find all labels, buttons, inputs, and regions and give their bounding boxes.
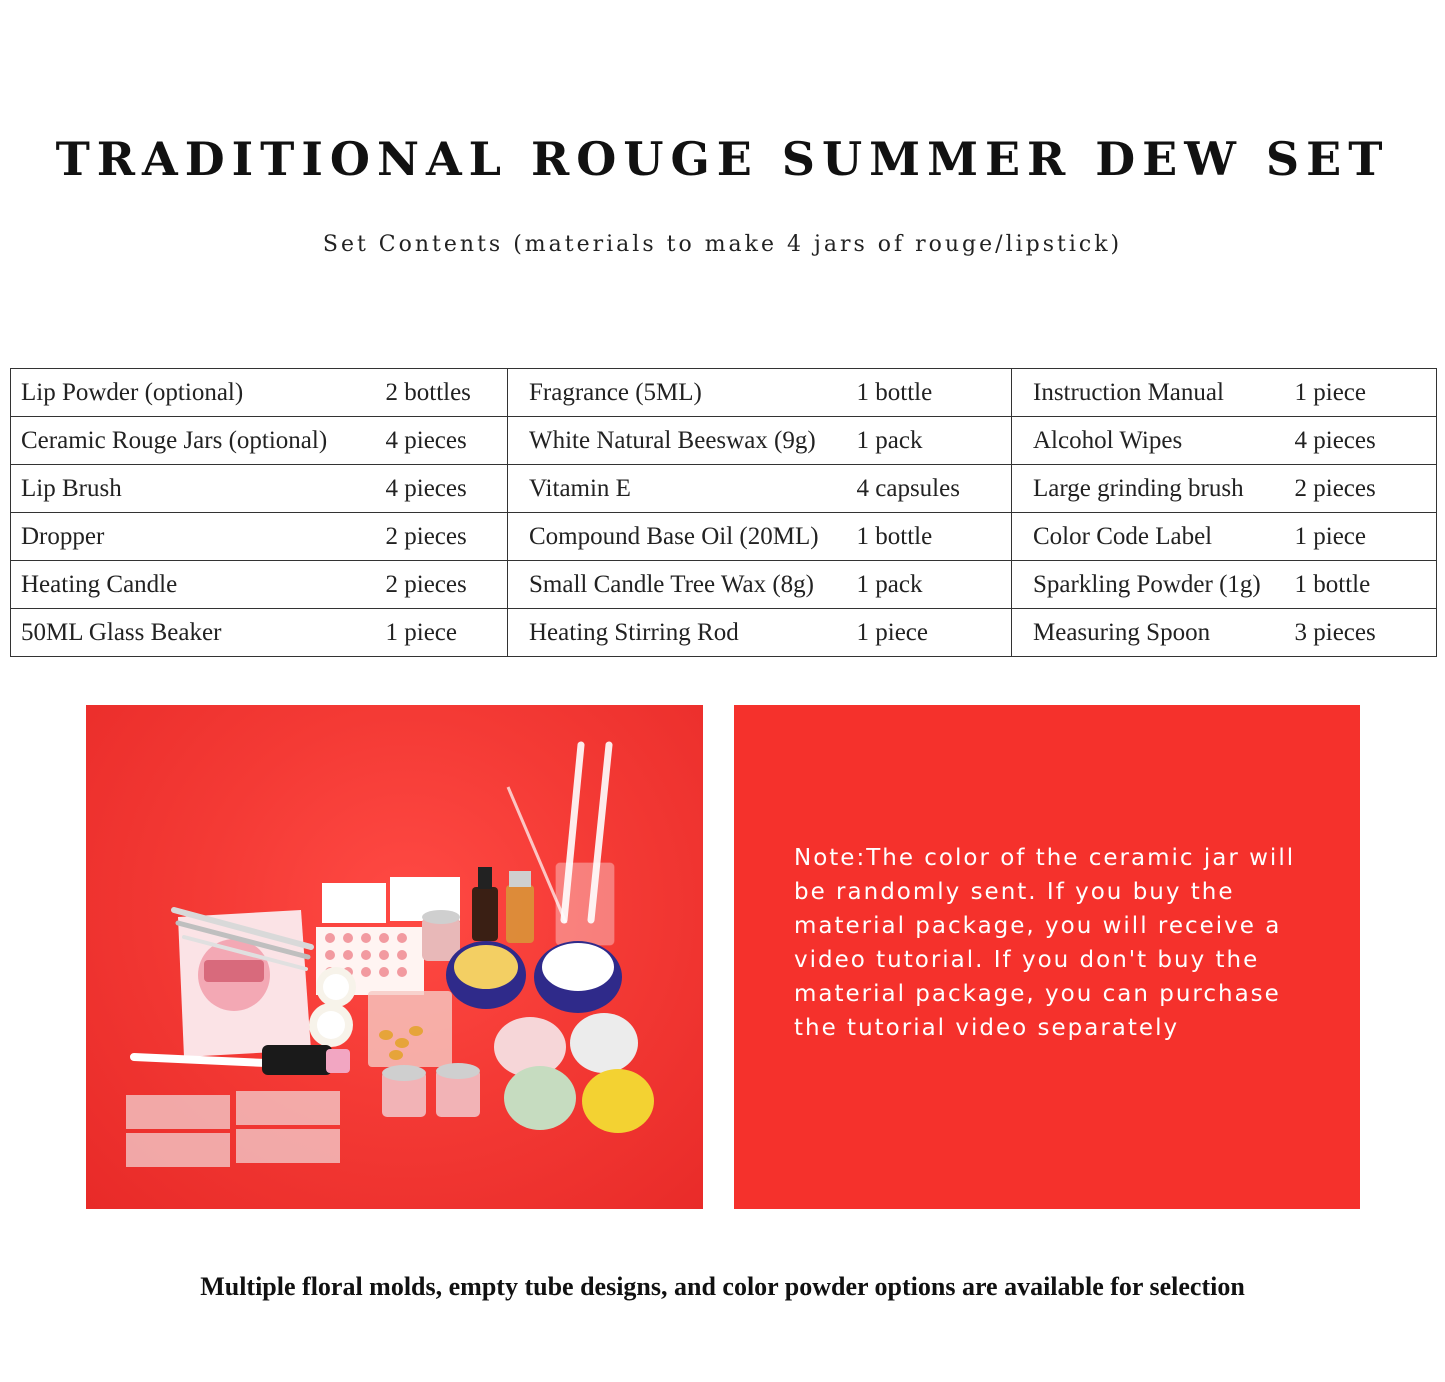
item-quantity: 1 bottle (857, 513, 1012, 561)
table-row (11, 465, 1437, 513)
product-kit-illustration (86, 705, 703, 1209)
item-name: Color Code Label (1012, 513, 1295, 561)
table-row (11, 609, 1437, 657)
vitamin-e-illustration (368, 991, 452, 1067)
set-contents-table (10, 368, 1437, 657)
sparkling-powder-tins-illustration (382, 1063, 480, 1117)
product-photo (86, 705, 703, 1209)
item-quantity: 2 pieces (1295, 465, 1437, 513)
item-name: Large grinding brush (1012, 465, 1295, 513)
item-quantity: 1 piece (857, 609, 1012, 657)
page-title: TRADITIONAL ROUGE SUMMER DEW SET (55, 132, 1390, 186)
item-name: Instruction Manual (1012, 369, 1295, 417)
ceramic-rouge-jars-illustration (494, 1013, 654, 1133)
item-quantity: 1 bottle (1295, 561, 1437, 609)
lip-brushes-illustration (126, 1091, 340, 1167)
footer-text: Multiple floral molds, empty tube designs, and color powder options are available for selection (200, 1272, 1245, 1301)
item-name: Ceramic Rouge Jars (optional) (11, 417, 386, 465)
note-text: Note:The color of the ceramic jar will be randomly sent. If you buy the material package, you will receive a video tutorial. If you don't buy the material package, you can purchase the tutorial video separately (794, 845, 1296, 1041)
item-name: Sparkling Powder (1g) (1012, 561, 1295, 609)
item-quantity: 3 pieces (1295, 609, 1437, 657)
item-name: White Natural Beeswax (9g) (508, 417, 857, 465)
table-row (11, 417, 1437, 465)
item-name: Dropper (11, 513, 386, 561)
item-name: Fragrance (5ML) (508, 369, 857, 417)
item-name: Heating Stirring Rod (508, 609, 857, 657)
item-name: Alcohol Wipes (1012, 417, 1295, 465)
item-name: 50ML Glass Beaker (11, 609, 386, 657)
table-row (11, 513, 1437, 561)
item-quantity: 1 piece (1295, 369, 1437, 417)
item-quantity: 1 piece (386, 609, 508, 657)
item-name: Vitamin E (508, 465, 857, 513)
item-quantity: 2 pieces (386, 513, 508, 561)
item-name: Measuring Spoon (1012, 609, 1295, 657)
table-row (11, 369, 1437, 417)
item-name: Lip Brush (11, 465, 386, 513)
fragrance-bottle-illustration (472, 867, 534, 943)
item-quantity: 2 pieces (386, 561, 508, 609)
item-quantity: 1 pack (857, 417, 1012, 465)
item-quantity: 4 pieces (1295, 417, 1437, 465)
table-row (11, 561, 1437, 609)
item-quantity: 4 pieces (386, 465, 508, 513)
note-panel (734, 705, 1360, 1209)
item-name: Heating Candle (11, 561, 386, 609)
item-quantity: 4 pieces (386, 417, 508, 465)
page-subtitle: Set Contents (materials to make 4 jars of rouge/lipstick) (322, 232, 1123, 257)
item-quantity: 2 bottles (386, 369, 508, 417)
item-quantity: 1 bottle (857, 369, 1012, 417)
item-name: Small Candle Tree Wax (8g) (508, 561, 857, 609)
item-quantity: 4 capsules (857, 465, 1012, 513)
beeswax-bowls-illustration (446, 941, 622, 1013)
item-name: Lip Powder (optional) (11, 369, 386, 417)
item-quantity: 1 piece (1295, 513, 1437, 561)
lip-powder-jar-illustration (422, 910, 460, 961)
item-quantity: 1 pack (857, 561, 1012, 609)
item-name: Compound Base Oil (20ML) (508, 513, 857, 561)
